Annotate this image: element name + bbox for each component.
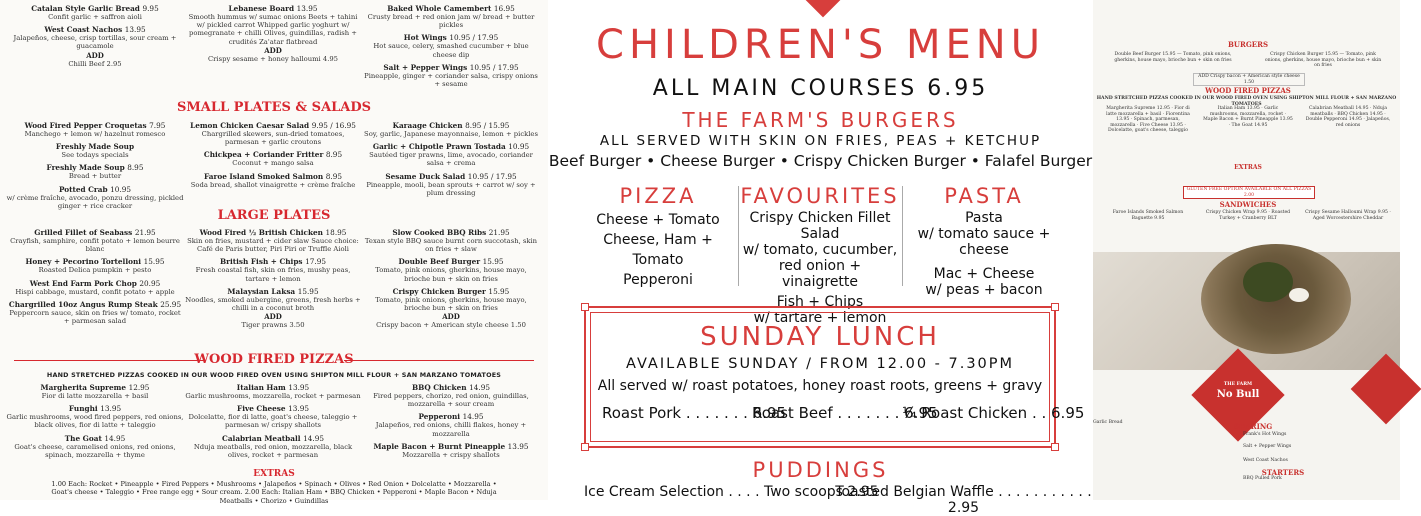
menu-item: [362, 33, 540, 58]
menu-photo-collage: [1093, 0, 1400, 500]
menu-item: [184, 121, 362, 146]
menu-text-block: Frank's Hot Wings: [1243, 432, 1287, 437]
menu-item-title: Margherita Supreme: [40, 383, 127, 392]
menu-item-price: 13.95: [288, 383, 310, 392]
menu-item-price: 9.95 / 16.95: [311, 121, 356, 130]
corner-ornament: [1051, 303, 1059, 311]
menu-item-description: Hispi cabbage, mustard, confit potato + apple: [15, 287, 175, 296]
menu-item-title: Malaysian Laksa: [227, 286, 296, 296]
menu-item-name: [184, 150, 362, 159]
roast-pork: Roast Pork . . . . . . . 6.95: [602, 404, 787, 422]
menu-item: [184, 228, 362, 253]
sunday-availability: AVAILABLE SUNDAY / FROM 12.00 - 7.30PM: [625, 356, 1015, 372]
menu-item-description: Mozzarella + crispy shallots: [402, 450, 500, 459]
menu-item-name: [6, 257, 184, 266]
childrens-menu-page: [548, 0, 1093, 516]
menu-item-name: [362, 33, 540, 42]
menu-item-description: Noodles, smoked aubergine, greens, fresh herbs + chilli in a coconut broth: [185, 295, 361, 313]
menu-item-title: British Fish + Chips: [220, 257, 303, 267]
menu-item-add-label: ADD: [264, 312, 282, 322]
large-plates-column-2: [184, 228, 362, 333]
sunday-description: All served w/ roast potatoes, honey roast roots, greens + gravy: [597, 378, 1043, 394]
pizzas-heading: WOOD FIRED PIZZAS: [194, 352, 354, 367]
menu-item-description: Crusty bread + red onion jam w/ bread + butter pickles: [367, 13, 535, 30]
menu-item: [6, 228, 184, 253]
menu-item-title: Slow Cooked BBQ Ribs: [392, 228, 487, 237]
sunday-lunch-heading: SUNDAY LUNCH: [700, 322, 940, 352]
menu-item-name: [6, 163, 184, 172]
menu-item-name: [362, 121, 540, 130]
menu-item-name: [362, 442, 540, 451]
menu-item-description: Fresh coastal fish, skin on fries, mushy peas, tartare + lemon: [195, 266, 351, 283]
divider-1: [738, 186, 739, 286]
menu-text-block: Crispy Chicken Wrap 9.95 · Roasted Turkey + Cranberry BLT: [1205, 210, 1291, 221]
menu-item-name: [6, 142, 184, 151]
menu-item-description: Fired peppers, chorizo, red onion, guindillas, mozzarella + sour cream: [373, 392, 529, 409]
menu-item-add: Tiger prawns 3.50: [241, 321, 305, 330]
menu-item: [362, 287, 540, 330]
extras-heading: EXTRAS: [1234, 164, 1262, 171]
pizzas-heading: WOOD FIRED PIZZAS: [1205, 86, 1291, 95]
menu-item-description: Goat's cheese, caramelised onions, red onions, spinach, mozzarella + thyme: [14, 442, 176, 459]
menu-item-description: Soy, garlic, Japanese mayonnaise, lemon + pickles: [364, 130, 538, 138]
menu-item-price: 10.95 / 17.95: [469, 62, 519, 72]
menu-item-price: 25.95: [160, 299, 182, 309]
fav-item-desc: w/ tartare + lemon: [753, 310, 887, 326]
fav-item-desc: w/ tomato, cucumber, red onion + vinaigrette: [742, 242, 898, 290]
menu-item-title: Salt + Pepper Wings: [383, 62, 468, 72]
menu-item-description: Roasted Delica pumpkin + pesto: [38, 266, 152, 275]
pasta-item-name: Mac + Cheese: [933, 266, 1035, 282]
menu-item: [6, 404, 184, 429]
menu-item-name: [184, 434, 362, 443]
menu-item-name: [184, 404, 362, 413]
menu-item-price: 12.95: [128, 383, 150, 392]
menu-text-block: Garlic Bread: [1093, 420, 1123, 425]
menu-item-description: Sautéed tiger prawns, lime, avocado, coriander salsa + crema: [369, 151, 533, 168]
pasta-item-desc: w/ tomato sauce + cheese: [917, 226, 1051, 258]
add-bacon-note: ADD Crispy bacon + American style cheese 1.50: [1193, 73, 1305, 86]
menu-item-name: [362, 63, 540, 72]
burgers-heading: BURGERS: [1227, 40, 1269, 49]
menu-item-description: Pineapple, ginger + coriander salsa, crispy onions + sesame: [364, 71, 538, 89]
menu-item: [184, 172, 362, 189]
menu-text-block: West Coast Nachos: [1243, 458, 1288, 463]
menu-item-price: 8.95: [325, 150, 343, 160]
corner-ornament: [1051, 443, 1059, 451]
menu-item-price: 10.95: [508, 142, 530, 152]
pasta-item-name: Pasta: [965, 210, 1003, 226]
menu-item: [6, 434, 184, 459]
menu-item-description: Skin on fries, mustard + cider slaw Sauce choice: Café de Paris butter, Piri Piri or Truffle Aioli: [187, 237, 359, 254]
menu-item-price: 13.95: [124, 25, 146, 35]
small-plates-heading: SMALL PLATES & SALADS: [176, 100, 372, 115]
menu-item-price: 13.95: [100, 404, 122, 414]
menu-item: [184, 287, 362, 330]
menu-text-block: Calabrian Meatball 14.95 · Nduja meatballs · BBQ Chicken 14.95 · Double Pepperoni 14.95 · Jalapeños, red onions: [1305, 106, 1391, 128]
menu-item-price: 9.95: [142, 4, 159, 13]
extras-text: 1.00 Each: Rocket • Pineapple • Fired Peppers • Mushrooms • Jalapeños • Spinach • Olives • Red Onion • Dolcelatte • Mozzarella • Goat's cheese • Taleggio • Free range egg • Sour cream. 2.00 Each: Italian Ham • BBQ Chicken • Pepperoni • Maple Bacon • Nduja Meatballs • Chorizo • Guindillas: [51, 480, 497, 505]
pasta-list: [904, 210, 1064, 298]
menu-item-title: Grilled Fillet of Seabass: [34, 228, 133, 237]
menu-item-price: 17.95: [305, 257, 326, 267]
menu-item-name: [6, 383, 184, 392]
menu-item-name: [184, 383, 362, 392]
menu-item-price: 10.95 / 17.95: [467, 171, 517, 181]
menu-item-description: Coconut + mango salsa: [232, 159, 314, 168]
large-plates-heading: LARGE PLATES: [217, 208, 331, 223]
divider-2: [902, 186, 903, 286]
menu-item-price: 13.95: [507, 441, 529, 451]
pizza-item: Cheese + Tomato: [596, 212, 720, 228]
starters-column-3: [362, 4, 540, 92]
menu-text-block: BBQ Pulled Pork: [1243, 476, 1282, 481]
menu-item-description: Crayfish, samphire, confit potato + lemon beurre blanc: [10, 237, 180, 254]
menu-item: [362, 412, 540, 437]
pizzas-column-3: [362, 383, 540, 463]
pizzas-column-1: [6, 383, 184, 463]
menu-photo-bottom: [1093, 370, 1400, 500]
menu-item-description: Manchego + lemon w/ hazelnut romesco: [24, 130, 166, 138]
menu-item-price: 16.95: [493, 4, 515, 13]
pizza-item: Pepperoni: [623, 272, 693, 288]
menu-item-name: [184, 121, 362, 130]
menu-item: [362, 257, 540, 282]
pizzas-subheading: HAND STRETCHED PIZZAS COOKED IN OUR WOOD FIRED OVEN USING SHIPTON MILL FLOUR + SAN MARZANO TOMATOES: [1096, 96, 1397, 107]
sharing-heading: SHARING: [1233, 422, 1273, 431]
menu-item-name: [6, 4, 184, 13]
menu-item-add: Crispy sesame + honey halloumi 4.95: [207, 54, 339, 63]
burgers-list: Beef Burger • Cheese Burger • Crispy Chicken Burger • Falafel Burger: [548, 152, 1093, 170]
menu-item-add-label: ADD: [264, 45, 282, 55]
corner-ornament: [581, 443, 589, 451]
small-plates-column-2: [184, 121, 362, 193]
food-photo: [1093, 252, 1400, 370]
menu-item-price: 7.95: [149, 121, 166, 130]
menu-item-title: Chickpea + Coriander Fritter: [203, 150, 324, 160]
menu-item-name: [6, 434, 184, 443]
menu-item-description: See todays specials: [61, 151, 129, 160]
pudding-item: Toasted Belgian Waffle . . . . . . . . . . . 2.95: [835, 484, 1092, 516]
menu-item-description: Garlic mushrooms, wood fired peppers, red onions, black olives, fior di latte + taleggio: [6, 413, 184, 430]
menu-item: [184, 383, 362, 400]
menu-item-title: Garlic + Chipotle Prawn Tostada: [372, 142, 506, 152]
menu-item: [184, 257, 362, 282]
menu-item-title: Baked Whole Camembert: [387, 4, 492, 13]
favourites-heading: FAVOURITES: [740, 184, 900, 208]
menu-text-block: Salt + Pepper Wings: [1243, 444, 1292, 449]
menu-item-title: Maple Bacon + Burnt Pineapple: [373, 441, 506, 451]
menu-item-name: [184, 172, 362, 181]
pizza-heading: PIZZA: [619, 184, 697, 208]
menu-item: [6, 163, 184, 180]
sandwiches-heading: SANDWICHES: [1219, 200, 1277, 209]
small-plates-column-3: [362, 121, 540, 201]
menu-item-name: [362, 4, 540, 13]
menu-item-description: Nduja meatballs, red onion, mozzarella, black olives, rocket + parmesan: [193, 442, 353, 459]
menu-item-name: [362, 228, 540, 237]
menu-item-add-label: ADD: [86, 50, 104, 60]
logo-badge-shape: [805, 0, 842, 17]
menu-item-name: [6, 25, 184, 34]
menu-item: [362, 228, 540, 253]
menu-item-description: Peppercorn sauce, skin on fries w/ tomato, rocket + parmesan salad: [9, 308, 181, 326]
menu-item-title: Wood Fired ½ British Chicken: [199, 228, 323, 237]
pizzas-column-2: [184, 383, 362, 463]
menu-item-price: 10.95 / 17.95: [449, 33, 499, 43]
menu-item-title: Double Beef Burger: [398, 257, 481, 267]
menu-item-title: Chargrilled 10oz Angus Rump Steak: [8, 299, 158, 309]
menu-item: [362, 383, 540, 408]
menu-item-price: 18.95: [325, 228, 347, 237]
menu-item: [184, 150, 362, 167]
menu-item-title: Crispy Chicken Burger: [392, 286, 486, 296]
menu-item-title: Karaage Chicken: [392, 121, 463, 130]
menu-item-price: 21.95: [488, 228, 510, 237]
menu-item: [6, 142, 184, 159]
menu-item: [362, 63, 540, 88]
menu-item-name: [362, 142, 540, 151]
menu-item-add-label: ADD: [442, 312, 460, 322]
menu-item-description: Fior di latte mozzarella + basil: [41, 392, 149, 400]
roast-chicken: ¼ Roast Chicken . . 6.95: [902, 404, 1085, 422]
menu-item-name: [184, 287, 362, 296]
menu-item-price: 14.95: [104, 433, 126, 443]
menu-item-price: 14.95: [303, 433, 324, 443]
menu-item-title: Wood Fired Pepper Croquetas: [24, 121, 147, 130]
menu-item: [6, 121, 184, 138]
menu-item: [6, 25, 184, 68]
menu-item-name: [6, 404, 184, 413]
menu-item-price: 13.95: [296, 4, 318, 13]
cheese-icon: [1289, 288, 1309, 302]
large-plates-column-1: [6, 228, 184, 329]
menu-item: [6, 383, 184, 400]
burgers-subheading: ALL SERVED WITH SKIN ON FRIES, PEAS + KETCHUP: [599, 133, 1042, 149]
extras-heading: EXTRAS: [253, 469, 295, 479]
pizzas-subheading: HAND STRETCHED PIZZAS COOKED IN OUR WOOD FIRED OVEN USING SHIPTON MILL FLOUR + SAN MARZANO TOMATOES: [46, 371, 502, 379]
menu-item: [6, 257, 184, 274]
menu-item-description: Tomato, pink onions, gherkins, house mayo, brioche bun + skin on fries: [375, 295, 527, 313]
menu-item-title: West Coast Nachos: [44, 25, 123, 35]
pudding-item: Ice Cream Selection . . . . Two scoops 2.95: [584, 484, 879, 500]
menu-item-title: Funghi: [68, 404, 98, 414]
menu-item-description: Garlic mushrooms, mozzarella, rocket + parmesan: [185, 392, 361, 400]
menu-item: [362, 142, 540, 167]
menu-item-name: [184, 4, 362, 13]
fav-item-name: Fish + Chips: [776, 294, 864, 310]
menu-item-price: 15.95: [143, 257, 165, 267]
menu-text-block: Crispy Chicken Burger 15.95 — Tomato, pink onions, gherkins, house mayo, brioche bun + skin on fries: [1264, 52, 1382, 69]
menu-item-name: [6, 300, 184, 309]
pizza-item: Cheese, Ham + Tomato: [603, 232, 713, 268]
menu-item-description: Texan style BBQ sauce burnt corn succotash, skin on fries + slaw: [364, 237, 538, 254]
menu-item-name: [362, 412, 540, 421]
roast-beef: Roast Beef . . . . . . . 6.95: [752, 404, 938, 422]
menu-item-title: Hot Wings: [403, 33, 447, 43]
menu-item-description: Dolcelatte, fior di latte, goat's cheese, taleggio + parmesan w/ crispy shallots: [188, 413, 358, 430]
menu-item: [362, 4, 540, 29]
large-plates-column-3: [362, 228, 540, 333]
pizza-list: [578, 210, 738, 290]
menu-item-description: Jalapeños, cheese, crisp tortillas, sour cream + guacamole: [13, 34, 177, 51]
menu-item: [6, 4, 184, 21]
menu-item-price: 14.95: [469, 383, 490, 392]
menu-text-block: Crispy Sesame Halloumi Wrap 9.95 · Aged Worcestershire Cheddar: [1305, 210, 1391, 221]
menu-item-title: Five Cheese: [237, 404, 286, 414]
menu-item-price: 13.95: [288, 404, 309, 414]
restaurant-menu-page: [0, 0, 548, 505]
menu-item: [362, 442, 540, 459]
menu-item-description: Confit garlic + saffron aioli: [48, 13, 142, 21]
menu-item-title: The Goat: [64, 433, 102, 443]
menu-item-description: Pineapple, mooli, bean sprouts + carrot w/ soy + plum dressing: [366, 180, 536, 197]
menu-item-description: Smooth hummus w/ sumac onions Beets + tahini w/ pickled carrot Whipped garlic yoghurt w/ pomegranate + chilli Olives, guindillas, radish + crudités Za'atar flatbread: [188, 13, 358, 46]
menu-item-description: Jalapeños, red onions, chilli flakes, honey + mozzarella: [375, 421, 527, 438]
menu-item-price: 15.95: [482, 257, 504, 267]
menu-item-price: 8.95: [127, 163, 144, 173]
menu-item-price: 20.95: [139, 278, 161, 288]
menu-item-price: 15.95: [488, 286, 510, 296]
corner-ornament: [581, 303, 589, 311]
menu-item-price: 21.95: [134, 228, 156, 237]
menu-item: [184, 404, 362, 429]
menu-item-price: 8.95: [325, 171, 343, 181]
menu-item-name: [6, 121, 184, 130]
menu-text-block: Margherita Supreme 12.95 · Fior di latte mozzarella + basil · Fiorentina 13.95 · Spinach, parmesan, mozzarella · Five Cheese 13.95 · Dolcelatte, goat's cheese, taleggio: [1106, 106, 1190, 134]
menu-item-name: [362, 287, 540, 296]
pasta-heading: PASTA: [944, 184, 1024, 208]
menu-item-description: Hot sauce, celery, smashed cucumber + blue cheese dip: [373, 42, 529, 59]
menu-item-description: Chargrilled skewers, sun-dried tomatoes, parmesan + garlic croutons: [201, 130, 345, 147]
menu-item: [184, 434, 362, 459]
starters-column-1: [6, 4, 184, 72]
menu-item: [362, 172, 540, 197]
menu-item-add: Chilli Beef 2.95: [68, 59, 122, 68]
salad-icon: [1243, 262, 1293, 302]
logo-main-text: No Bull: [1216, 389, 1260, 400]
starters-heading: STARTERS: [1261, 468, 1305, 477]
menu-item-title: Italian Ham: [236, 383, 286, 392]
menu-item-name: [184, 228, 362, 237]
menu-item-name: [362, 172, 540, 181]
menu-item-name: [362, 383, 540, 392]
menu-item: [6, 185, 184, 210]
menu-item-title: Faroe Island Smoked Salmon: [203, 171, 324, 181]
menu-item-name: [6, 185, 184, 194]
menu-item: [6, 300, 184, 325]
menu-text-block: Double Beef Burger 15.95 — Tomato, pink onions, gherkins, house mayo, brioche bun + skin on fries: [1114, 52, 1232, 63]
menu-item-title: Honey + Pecorino Tortelloni: [25, 257, 142, 267]
menu-item-add: Crispy bacon + American style cheese 1.50: [376, 321, 526, 330]
menu-item-title: Catalan Style Garlic Bread: [31, 4, 140, 13]
menu-item-price: 10.95: [110, 184, 132, 194]
menu-item-description: Bread + butter: [68, 172, 122, 181]
menu-item-description: Tomato, pink onions, gherkins, house mayo, brioche bun + skin on fries: [375, 266, 527, 283]
menu-item: [362, 121, 540, 138]
main-courses-price: ALL MAIN COURSES 6.95: [652, 76, 989, 101]
menu-item-title: Freshly Made Soup: [55, 142, 135, 152]
menu-item-title: Lebanese Board: [228, 4, 295, 13]
puddings-heading: PUDDINGS: [752, 458, 889, 482]
menu-item: [184, 4, 362, 63]
menu-item-description: w/ crème fraîche, avocado, ponzu dressing, pickled ginger + rice cracker: [6, 193, 184, 210]
menu-item-title: Potted Crab: [58, 184, 108, 194]
menu-item-title: Calabrian Meatball: [222, 433, 301, 443]
menu-text-block: Italian Ham 13.95 · Garlic mushrooms, mozzarella, rocket · Maple Bacon + Burnt Pineapple 13.95 · The Goat 14.95: [1203, 106, 1293, 128]
menu-photo-top: [1093, 0, 1400, 252]
small-plates-column-1: [6, 121, 184, 214]
menu-item-price: 15.95: [297, 286, 319, 296]
childrens-menu-title: CHILDREN'S MENU: [596, 22, 1045, 68]
pasta-item-desc: w/ peas + bacon: [925, 282, 1043, 298]
menu-item-title: Sesame Duck Salad: [385, 171, 466, 181]
menu-item-title: Freshly Made Soup: [46, 163, 125, 173]
gluten-free-note: GLUTEN FREE OPTION AVAILABLE ON ALL PIZZAS 2.00: [1183, 186, 1315, 199]
starters-column-2: [184, 4, 362, 67]
menu-item-price: 14.95: [462, 412, 484, 422]
logo-text: THE FARM: [1223, 382, 1253, 387]
fav-item-name: Crispy Chicken Fillet Salad: [749, 210, 891, 242]
menu-item: [6, 279, 184, 296]
menu-item-name: [362, 257, 540, 266]
menu-text-block: Faroe Islands Smoked Salmon Baguette 9.95: [1112, 210, 1184, 221]
menu-item-title: Pepperoni: [418, 412, 461, 422]
menu-item-title: BBQ Chicken: [411, 383, 467, 392]
menu-item-name: [6, 228, 184, 237]
menu-item-name: [6, 279, 184, 288]
menu-item-title: West End Farm Pork Chop: [29, 278, 137, 288]
menu-item-title: Lemon Chicken Caesar Salad: [190, 121, 310, 130]
menu-item-description: Soda bread, shallot vinaigrette + crème fraîche: [190, 180, 356, 189]
menu-item-price: 8.95 / 15.95: [465, 121, 510, 130]
burgers-heading: THE FARM'S BURGERS: [682, 108, 959, 132]
menu-item-name: [184, 257, 362, 266]
